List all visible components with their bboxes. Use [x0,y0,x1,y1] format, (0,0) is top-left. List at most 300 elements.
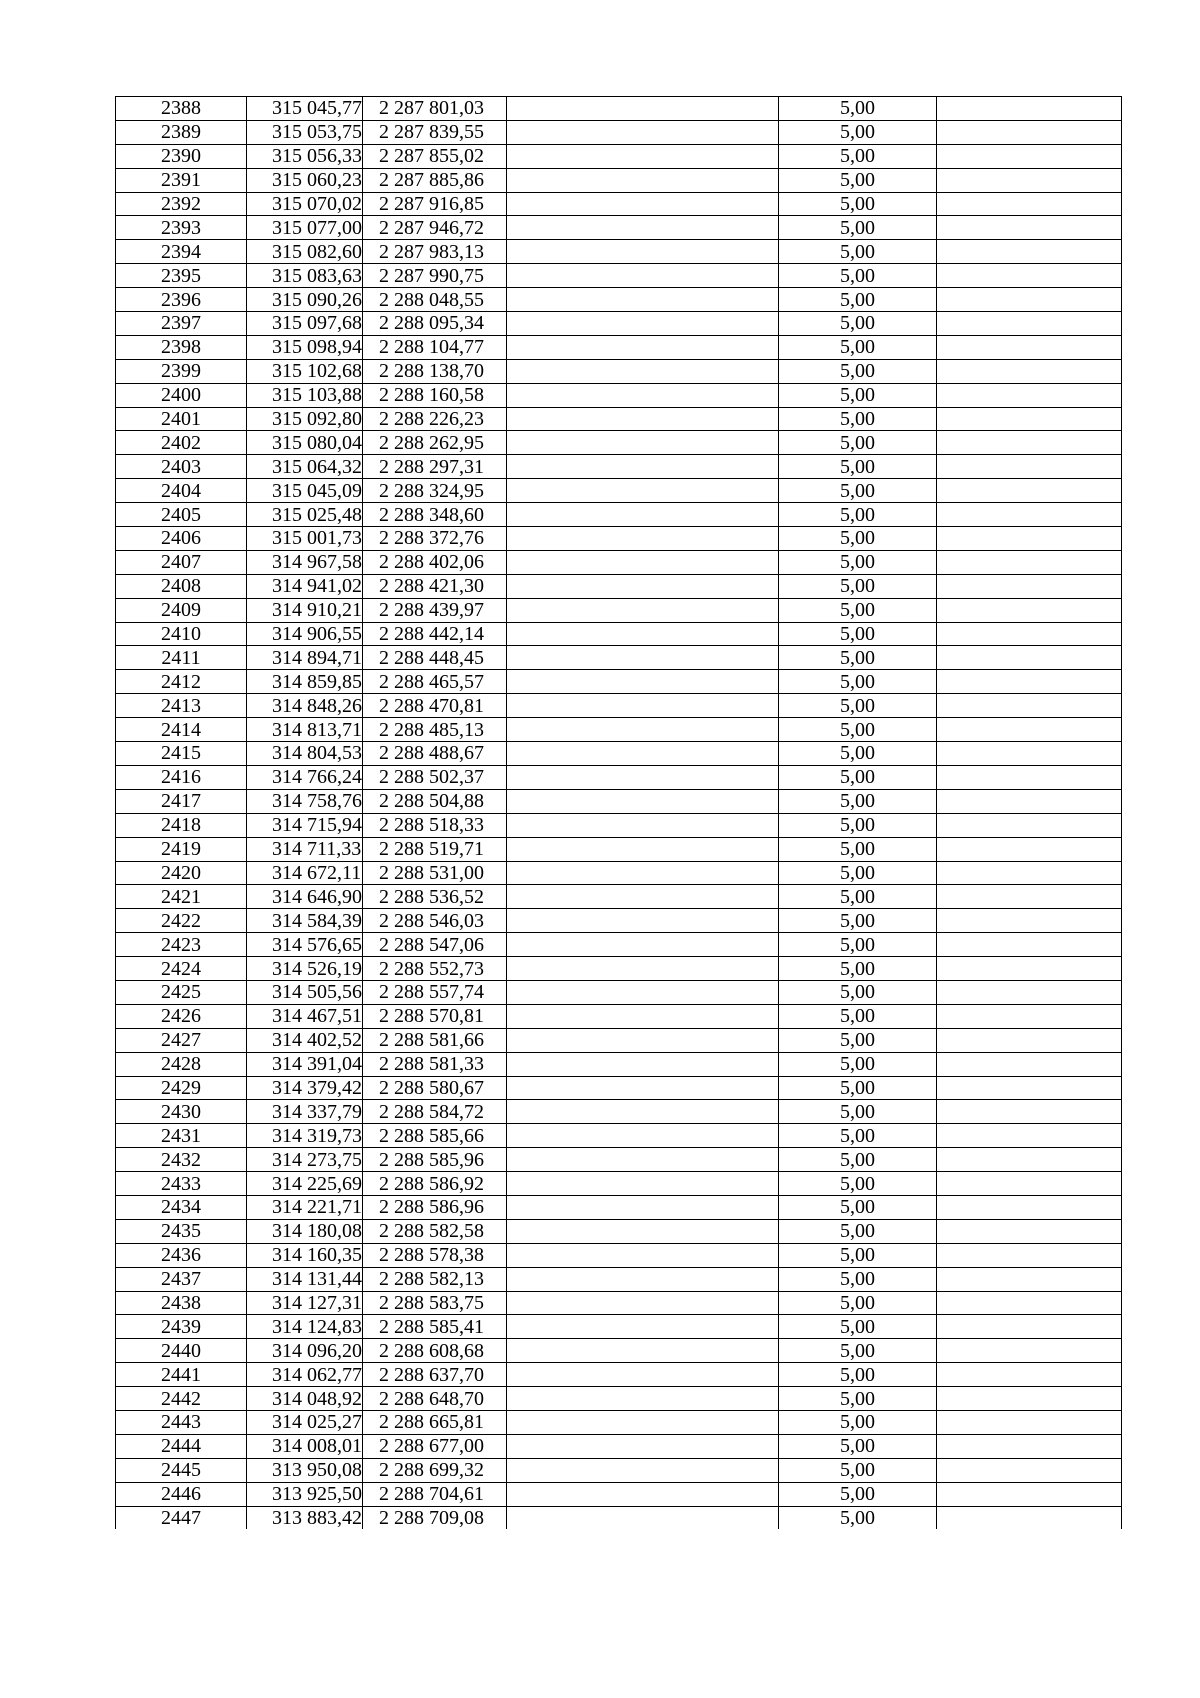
point-number-cell: 2408 [116,574,247,598]
notes-cell [937,97,1122,121]
accuracy-value-cell: 5,00 [779,1506,937,1529]
notes-cell [937,694,1122,718]
y-coordinate-cell: 2 288 648,70 [363,1387,507,1411]
accuracy-value-cell: 5,00 [779,240,937,264]
y-coordinate-cell: 2 288 581,33 [363,1052,507,1076]
y-coordinate-cell: 2 287 801,03 [363,97,507,121]
table-row [116,479,1122,503]
point-number-cell: 2406 [116,527,247,551]
y-coordinate-cell: 2 288 138,70 [363,359,507,383]
accuracy-value-cell: 5,00 [779,335,937,359]
notes-cell [937,1387,1122,1411]
description-cell [507,431,779,455]
y-coordinate-cell: 2 288 585,41 [363,1315,507,1339]
description-cell [507,1028,779,1052]
y-coordinate-cell: 2 288 557,74 [363,980,507,1004]
accuracy-value-cell: 5,00 [779,1219,937,1243]
x-coordinate-cell: 313 883,42 [247,1506,363,1529]
notes-cell [937,622,1122,646]
y-coordinate-cell: 2 288 504,88 [363,789,507,813]
accuracy-value-cell: 5,00 [779,909,937,933]
description-cell [507,192,779,216]
y-coordinate-cell: 2 288 519,71 [363,837,507,861]
point-number-cell: 2404 [116,479,247,503]
table-row [116,1267,1122,1291]
notes-cell [937,1267,1122,1291]
description-cell [507,479,779,503]
point-number-cell: 2390 [116,144,247,168]
x-coordinate-cell: 315 070,02 [247,192,363,216]
y-coordinate-cell: 2 288 297,31 [363,455,507,479]
y-coordinate-cell: 2 287 946,72 [363,216,507,240]
y-coordinate-cell: 2 288 586,96 [363,1195,507,1219]
y-coordinate-cell: 2 288 583,75 [363,1291,507,1315]
table-row [116,288,1122,312]
x-coordinate-cell: 313 950,08 [247,1458,363,1482]
x-coordinate-cell: 314 127,31 [247,1291,363,1315]
x-coordinate-cell: 314 906,55 [247,622,363,646]
point-number-cell: 2441 [116,1363,247,1387]
table-row [116,359,1122,383]
y-coordinate-cell: 2 288 578,38 [363,1243,507,1267]
point-number-cell: 2438 [116,1291,247,1315]
y-coordinate-cell: 2 288 531,00 [363,861,507,885]
x-coordinate-cell: 314 225,69 [247,1172,363,1196]
description-cell [507,1052,779,1076]
notes-cell [937,1124,1122,1148]
y-coordinate-cell: 2 288 699,32 [363,1458,507,1482]
table-row [116,1172,1122,1196]
description-cell [507,861,779,885]
x-coordinate-cell: 314 894,71 [247,646,363,670]
description-cell [507,1148,779,1172]
accuracy-value-cell: 5,00 [779,97,937,121]
point-number-cell: 2440 [116,1339,247,1363]
accuracy-value-cell: 5,00 [779,789,937,813]
y-coordinate-cell: 2 288 704,61 [363,1482,507,1506]
y-coordinate-cell: 2 288 582,13 [363,1267,507,1291]
accuracy-value-cell: 5,00 [779,192,937,216]
point-number-cell: 2437 [116,1267,247,1291]
accuracy-value-cell: 5,00 [779,861,937,885]
accuracy-value-cell: 5,00 [779,168,937,192]
accuracy-value-cell: 5,00 [779,1172,937,1196]
y-coordinate-cell: 2 288 552,73 [363,957,507,981]
point-number-cell: 2431 [116,1124,247,1148]
x-coordinate-cell: 314 859,85 [247,670,363,694]
x-coordinate-cell: 314 910,21 [247,598,363,622]
accuracy-value-cell: 5,00 [779,383,937,407]
notes-cell [937,1363,1122,1387]
notes-cell [937,1315,1122,1339]
coordinates-table [115,96,1122,1529]
point-number-cell: 2439 [116,1315,247,1339]
accuracy-value-cell: 5,00 [779,503,937,527]
notes-cell [937,933,1122,957]
notes-cell [937,574,1122,598]
accuracy-value-cell: 5,00 [779,1482,937,1506]
notes-cell [937,503,1122,527]
description-cell [507,813,779,837]
notes-cell [937,1458,1122,1482]
y-coordinate-cell: 2 288 581,66 [363,1028,507,1052]
x-coordinate-cell: 314 711,33 [247,837,363,861]
point-number-cell: 2430 [116,1100,247,1124]
accuracy-value-cell: 5,00 [779,455,937,479]
table-row [116,1363,1122,1387]
notes-cell [937,335,1122,359]
x-coordinate-cell: 314 273,75 [247,1148,363,1172]
table-row [116,598,1122,622]
notes-cell [937,957,1122,981]
x-coordinate-cell: 315 103,88 [247,383,363,407]
x-coordinate-cell: 315 097,68 [247,312,363,336]
description-cell [507,1267,779,1291]
accuracy-value-cell: 5,00 [779,646,937,670]
notes-cell [937,1076,1122,1100]
table-row [116,335,1122,359]
table-row [116,97,1122,121]
table-row [116,1243,1122,1267]
table-row [116,718,1122,742]
notes-cell [937,192,1122,216]
description-cell [507,168,779,192]
table-row [116,1387,1122,1411]
point-number-cell: 2412 [116,670,247,694]
table-row [116,383,1122,407]
point-number-cell: 2419 [116,837,247,861]
y-coordinate-cell: 2 288 585,66 [363,1124,507,1148]
x-coordinate-cell: 314 402,52 [247,1028,363,1052]
description-cell [507,742,779,766]
description-cell [507,1195,779,1219]
x-coordinate-cell: 315 092,80 [247,407,363,431]
table-row [116,861,1122,885]
description-cell [507,1363,779,1387]
accuracy-value-cell: 5,00 [779,1267,937,1291]
y-coordinate-cell: 2 288 470,81 [363,694,507,718]
y-coordinate-cell: 2 288 104,77 [363,335,507,359]
point-number-cell: 2394 [116,240,247,264]
y-coordinate-cell: 2 288 421,30 [363,574,507,598]
notes-cell [937,598,1122,622]
description-cell [507,646,779,670]
y-coordinate-cell: 2 288 402,06 [363,550,507,574]
table-row [116,742,1122,766]
description-cell [507,1076,779,1100]
notes-cell [937,1100,1122,1124]
description-cell [507,789,779,813]
notes-cell [937,885,1122,909]
point-number-cell: 2414 [116,718,247,742]
table-row [116,312,1122,336]
description-cell [507,383,779,407]
notes-cell [937,646,1122,670]
y-coordinate-cell: 2 288 665,81 [363,1410,507,1434]
x-coordinate-cell: 315 083,63 [247,264,363,288]
table-row [116,1219,1122,1243]
y-coordinate-cell: 2 288 518,33 [363,813,507,837]
x-coordinate-cell: 314 467,51 [247,1004,363,1028]
y-coordinate-cell: 2 288 262,95 [363,431,507,455]
notes-cell [937,765,1122,789]
accuracy-value-cell: 5,00 [779,1410,937,1434]
notes-cell [937,789,1122,813]
description-cell [507,527,779,551]
description-cell [507,598,779,622]
point-number-cell: 2445 [116,1458,247,1482]
accuracy-value-cell: 5,00 [779,1243,937,1267]
notes-cell [937,431,1122,455]
y-coordinate-cell: 2 288 348,60 [363,503,507,527]
table-row [116,694,1122,718]
notes-cell [937,407,1122,431]
x-coordinate-cell: 314 672,11 [247,861,363,885]
y-coordinate-cell: 2 288 584,72 [363,1100,507,1124]
table-row [116,264,1122,288]
point-number-cell: 2391 [116,168,247,192]
description-cell [507,885,779,909]
table-row [116,1052,1122,1076]
accuracy-value-cell: 5,00 [779,885,937,909]
y-coordinate-cell: 2 288 448,45 [363,646,507,670]
accuracy-value-cell: 5,00 [779,479,937,503]
notes-cell [937,144,1122,168]
notes-cell [937,861,1122,885]
point-number-cell: 2427 [116,1028,247,1052]
table-row [116,216,1122,240]
x-coordinate-cell: 315 025,48 [247,503,363,527]
y-coordinate-cell: 2 288 608,68 [363,1339,507,1363]
x-coordinate-cell: 314 131,44 [247,1267,363,1291]
table-row [116,646,1122,670]
y-coordinate-cell: 2 288 547,06 [363,933,507,957]
x-coordinate-cell: 314 766,24 [247,765,363,789]
accuracy-value-cell: 5,00 [779,1434,937,1458]
description-cell [507,335,779,359]
point-number-cell: 2405 [116,503,247,527]
point-number-cell: 2426 [116,1004,247,1028]
point-number-cell: 2429 [116,1076,247,1100]
notes-cell [937,550,1122,574]
notes-cell [937,383,1122,407]
x-coordinate-cell: 314 048,92 [247,1387,363,1411]
accuracy-value-cell: 5,00 [779,694,937,718]
point-number-cell: 2388 [116,97,247,121]
x-coordinate-cell: 314 008,01 [247,1434,363,1458]
notes-cell [937,216,1122,240]
x-coordinate-cell: 314 124,83 [247,1315,363,1339]
table-row [116,957,1122,981]
y-coordinate-cell: 2 288 048,55 [363,288,507,312]
x-coordinate-cell: 315 064,32 [247,455,363,479]
accuracy-value-cell: 5,00 [779,1004,937,1028]
accuracy-value-cell: 5,00 [779,120,937,144]
point-number-cell: 2446 [116,1482,247,1506]
table-row [116,1028,1122,1052]
point-number-cell: 2442 [116,1387,247,1411]
x-coordinate-cell: 314 715,94 [247,813,363,837]
x-coordinate-cell: 314 848,26 [247,694,363,718]
point-number-cell: 2417 [116,789,247,813]
y-coordinate-cell: 2 288 502,37 [363,765,507,789]
x-coordinate-cell: 315 056,33 [247,144,363,168]
y-coordinate-cell: 2 288 488,67 [363,742,507,766]
description-cell [507,1339,779,1363]
description-cell [507,694,779,718]
description-cell [507,980,779,1004]
accuracy-value-cell: 5,00 [779,216,937,240]
accuracy-value-cell: 5,00 [779,813,937,837]
table-row [116,885,1122,909]
table-row [116,933,1122,957]
notes-cell [937,909,1122,933]
point-number-cell: 2389 [116,120,247,144]
point-number-cell: 2428 [116,1052,247,1076]
x-coordinate-cell: 315 080,04 [247,431,363,455]
y-coordinate-cell: 2 288 677,00 [363,1434,507,1458]
notes-cell [937,120,1122,144]
x-coordinate-cell: 314 941,02 [247,574,363,598]
description-cell [507,1219,779,1243]
notes-cell [937,837,1122,861]
table-row [116,1434,1122,1458]
description-cell [507,933,779,957]
description-cell [507,503,779,527]
point-number-cell: 2423 [116,933,247,957]
description-cell [507,120,779,144]
accuracy-value-cell: 5,00 [779,1291,937,1315]
point-number-cell: 2421 [116,885,247,909]
accuracy-value-cell: 5,00 [779,957,937,981]
y-coordinate-cell: 2 288 570,81 [363,1004,507,1028]
table-row [116,622,1122,646]
table-row [116,1506,1122,1529]
x-coordinate-cell: 314 337,79 [247,1100,363,1124]
accuracy-value-cell: 5,00 [779,765,937,789]
y-coordinate-cell: 2 287 916,85 [363,192,507,216]
y-coordinate-cell: 2 288 586,92 [363,1172,507,1196]
table-row [116,550,1122,574]
x-coordinate-cell: 314 576,65 [247,933,363,957]
table-row [116,455,1122,479]
y-coordinate-cell: 2 288 442,14 [363,622,507,646]
notes-cell [937,1195,1122,1219]
description-cell [507,1004,779,1028]
description-cell [507,1387,779,1411]
x-coordinate-cell: 314 319,73 [247,1124,363,1148]
accuracy-value-cell: 5,00 [779,288,937,312]
description-cell [507,765,779,789]
notes-cell [937,813,1122,837]
x-coordinate-cell: 314 025,27 [247,1410,363,1434]
description-cell [507,957,779,981]
table-row [116,503,1122,527]
point-number-cell: 2433 [116,1172,247,1196]
y-coordinate-cell: 2 288 226,23 [363,407,507,431]
y-coordinate-cell: 2 288 160,58 [363,383,507,407]
table-row [116,1004,1122,1028]
description-cell [507,264,779,288]
notes-cell [937,1506,1122,1529]
accuracy-value-cell: 5,00 [779,574,937,598]
description-cell [507,574,779,598]
y-coordinate-cell: 2 288 580,67 [363,1076,507,1100]
point-number-cell: 2420 [116,861,247,885]
description-cell [507,1100,779,1124]
table-row [116,240,1122,264]
x-coordinate-cell: 314 813,71 [247,718,363,742]
y-coordinate-cell: 2 288 372,76 [363,527,507,551]
y-coordinate-cell: 2 288 536,52 [363,885,507,909]
description-cell [507,216,779,240]
point-number-cell: 2395 [116,264,247,288]
notes-cell [937,1052,1122,1076]
point-number-cell: 2447 [116,1506,247,1529]
point-number-cell: 2424 [116,957,247,981]
table-row [116,1482,1122,1506]
x-coordinate-cell: 313 925,50 [247,1482,363,1506]
notes-cell [937,1219,1122,1243]
x-coordinate-cell: 314 391,04 [247,1052,363,1076]
point-number-cell: 2397 [116,312,247,336]
point-number-cell: 2444 [116,1434,247,1458]
notes-cell [937,980,1122,1004]
y-coordinate-cell: 2 288 095,34 [363,312,507,336]
accuracy-value-cell: 5,00 [779,1387,937,1411]
y-coordinate-cell: 2 288 439,97 [363,598,507,622]
x-coordinate-cell: 315 082,60 [247,240,363,264]
x-coordinate-cell: 315 045,77 [247,97,363,121]
point-number-cell: 2416 [116,765,247,789]
table-row [116,670,1122,694]
notes-cell [937,455,1122,479]
notes-cell [937,670,1122,694]
point-number-cell: 2435 [116,1219,247,1243]
x-coordinate-cell: 314 221,71 [247,1195,363,1219]
accuracy-value-cell: 5,00 [779,527,937,551]
notes-cell [937,527,1122,551]
point-number-cell: 2407 [116,550,247,574]
description-cell [507,909,779,933]
accuracy-value-cell: 5,00 [779,1028,937,1052]
accuracy-value-cell: 5,00 [779,1076,937,1100]
accuracy-value-cell: 5,00 [779,359,937,383]
accuracy-value-cell: 5,00 [779,1100,937,1124]
x-coordinate-cell: 315 053,75 [247,120,363,144]
x-coordinate-cell: 315 098,94 [247,335,363,359]
y-coordinate-cell: 2 288 637,70 [363,1363,507,1387]
table-row [116,1458,1122,1482]
notes-cell [937,359,1122,383]
table-row [116,1076,1122,1100]
x-coordinate-cell: 315 045,09 [247,479,363,503]
y-coordinate-cell: 2 288 324,95 [363,479,507,503]
table-row [116,120,1122,144]
point-number-cell: 2434 [116,1195,247,1219]
point-number-cell: 2393 [116,216,247,240]
accuracy-value-cell: 5,00 [779,1458,937,1482]
point-number-cell: 2432 [116,1148,247,1172]
description-cell [507,1315,779,1339]
point-number-cell: 2410 [116,622,247,646]
notes-cell [937,1482,1122,1506]
accuracy-value-cell: 5,00 [779,312,937,336]
table-row [116,1195,1122,1219]
notes-cell [937,240,1122,264]
point-number-cell: 2422 [116,909,247,933]
y-coordinate-cell: 2 287 983,13 [363,240,507,264]
